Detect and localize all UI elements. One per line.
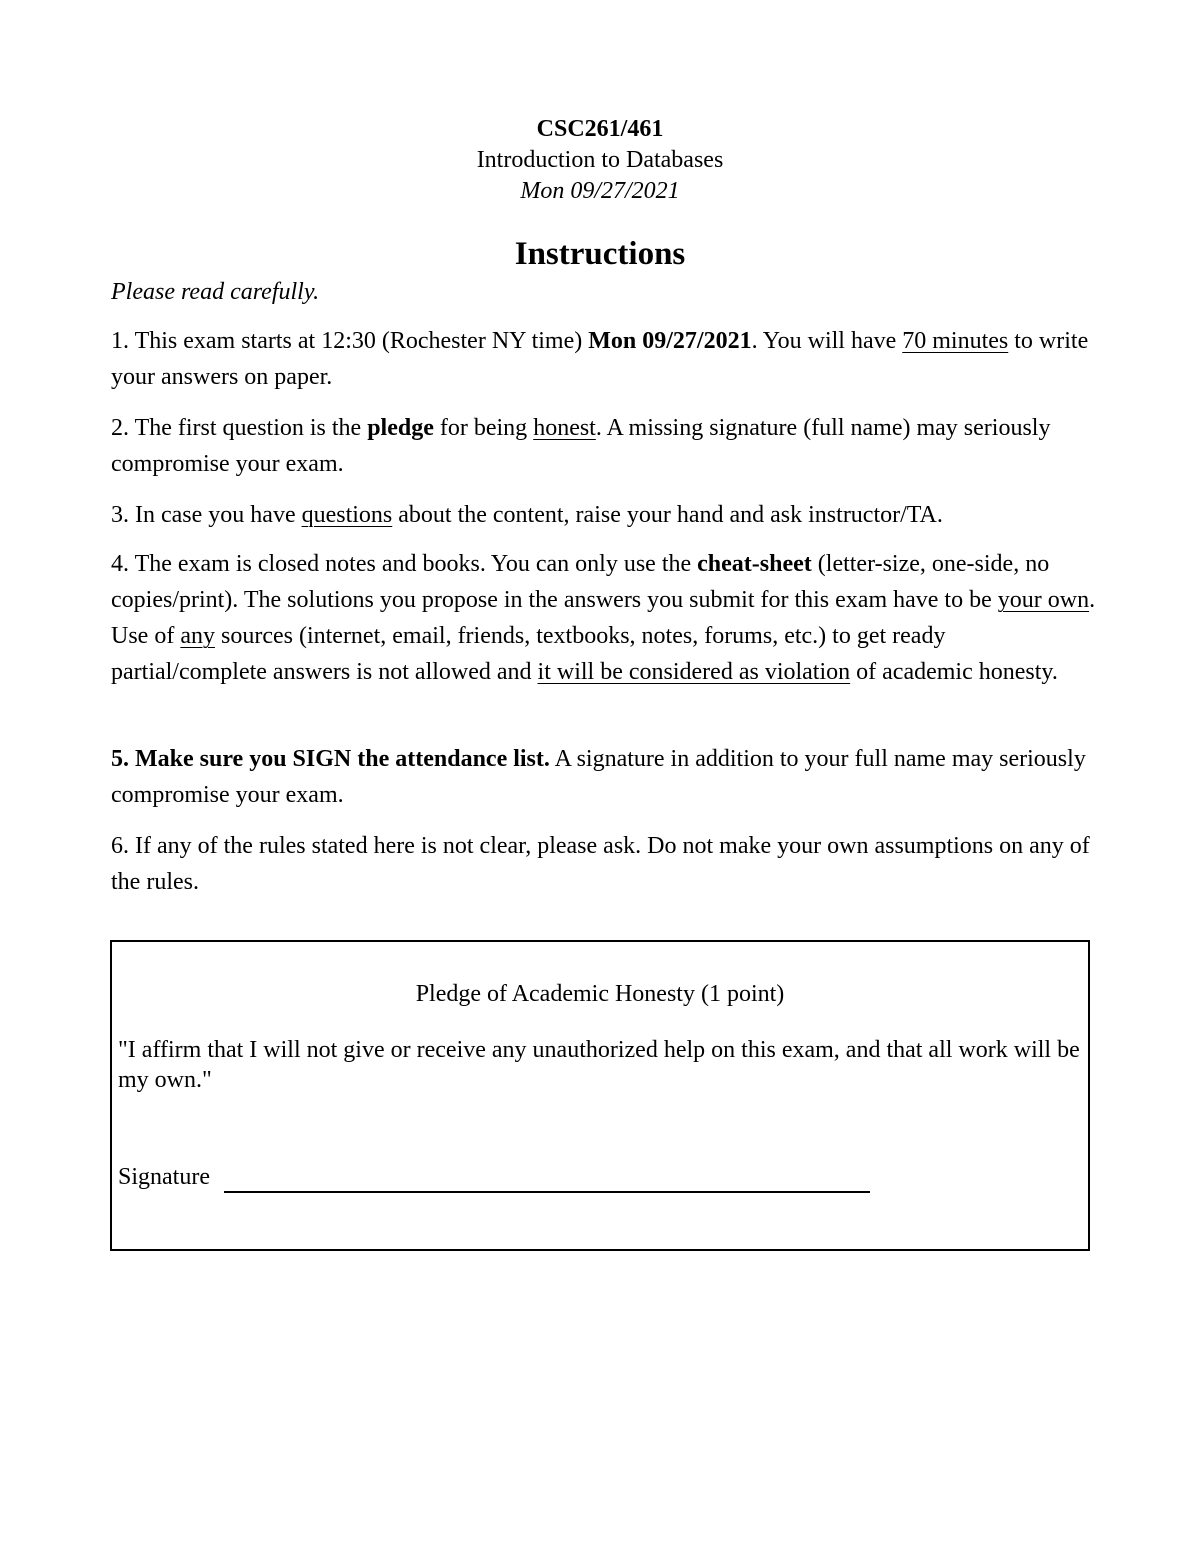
item-3-text-a: 3. In case you have — [111, 502, 302, 528]
item-5-sign-attendance: 5. Make sure you SIGN the attendance list. — [111, 746, 550, 772]
pledge-box — [110, 940, 1090, 1251]
item-1-text-e: to write your answers on paper. — [111, 328, 1089, 390]
signature-label: Signature — [118, 1164, 210, 1190]
item-2-text-a: 2. The first question is the — [111, 415, 368, 441]
item-4-text-g: sources (internet, email, friends, textbooks, notes, forums, etc.) to get ready partial/complete answers is not allowed and — [111, 623, 946, 685]
signature-row — [118, 1161, 870, 1193]
item-4-text-a: 4. The exam is closed notes and books. You can only use the — [111, 551, 698, 577]
item-6-text: 6. If any of the rules stated here is not clear, please ask. Do not make your own assumptions on any of the rules. — [111, 833, 1090, 895]
item-1-exam-date: Mon 09/27/2021 — [588, 328, 752, 354]
course-name: Introduction to Databases — [476, 147, 724, 173]
instruction-item-5 — [111, 741, 1096, 813]
item-4-text-i: of academic honesty. — [850, 659, 1058, 685]
item-2-text-e: . A missing signature (full name) may seriously compromise your exam. — [111, 415, 1051, 477]
item-4-text-e: . Use of — [111, 587, 1096, 649]
instructions-title: Instructions — [514, 236, 686, 272]
read-carefully-note: Please read carefully. — [111, 279, 320, 305]
item-3-questions: questions — [301, 502, 393, 528]
item-4-any: any — [180, 623, 215, 649]
item-4-text-c: (letter-size, one-side, no copies/print). The solutions you propose in the answers you submit for this exam have to be — [111, 551, 1050, 613]
instruction-item-1 — [111, 323, 1096, 395]
item-4-your-own: your own — [997, 587, 1090, 613]
item-4-violation: it will be considered as violation — [537, 659, 851, 685]
item-1-duration: 70 minutes — [902, 328, 1009, 354]
instruction-item-4 — [111, 546, 1096, 690]
pledge-title: Pledge of Academic Honesty (1 point) — [415, 981, 785, 1007]
item-2-pledge: pledge — [367, 415, 434, 441]
instruction-item-2 — [111, 410, 1096, 482]
signature-line[interactable] — [224, 1163, 870, 1193]
instruction-item-6 — [111, 828, 1096, 900]
item-1-text-c: . You will have — [751, 328, 903, 354]
instruction-item-3 — [111, 497, 1096, 533]
item-5-text-b: A signature in addition to your full name may seriously compromise your exam. — [111, 746, 1086, 808]
pledge-statement: "I affirm that I will not give or receive any unauthorized help on this exam, and that all work will be my own." — [118, 1037, 1080, 1093]
item-2-honest: honest — [533, 415, 596, 441]
course-code: CSC261/461 — [536, 116, 664, 142]
item-4-cheat-sheet: cheat-sheet — [697, 551, 812, 577]
item-3-text-c: about the content, raise your hand and ask instructor/TA. — [392, 502, 943, 528]
item-1-text-a: 1. This exam starts at 12:30 (Rochester NY time) — [111, 328, 589, 354]
exam-date: Mon 09/27/2021 — [520, 178, 680, 204]
item-2-text-c: for being — [433, 415, 534, 441]
